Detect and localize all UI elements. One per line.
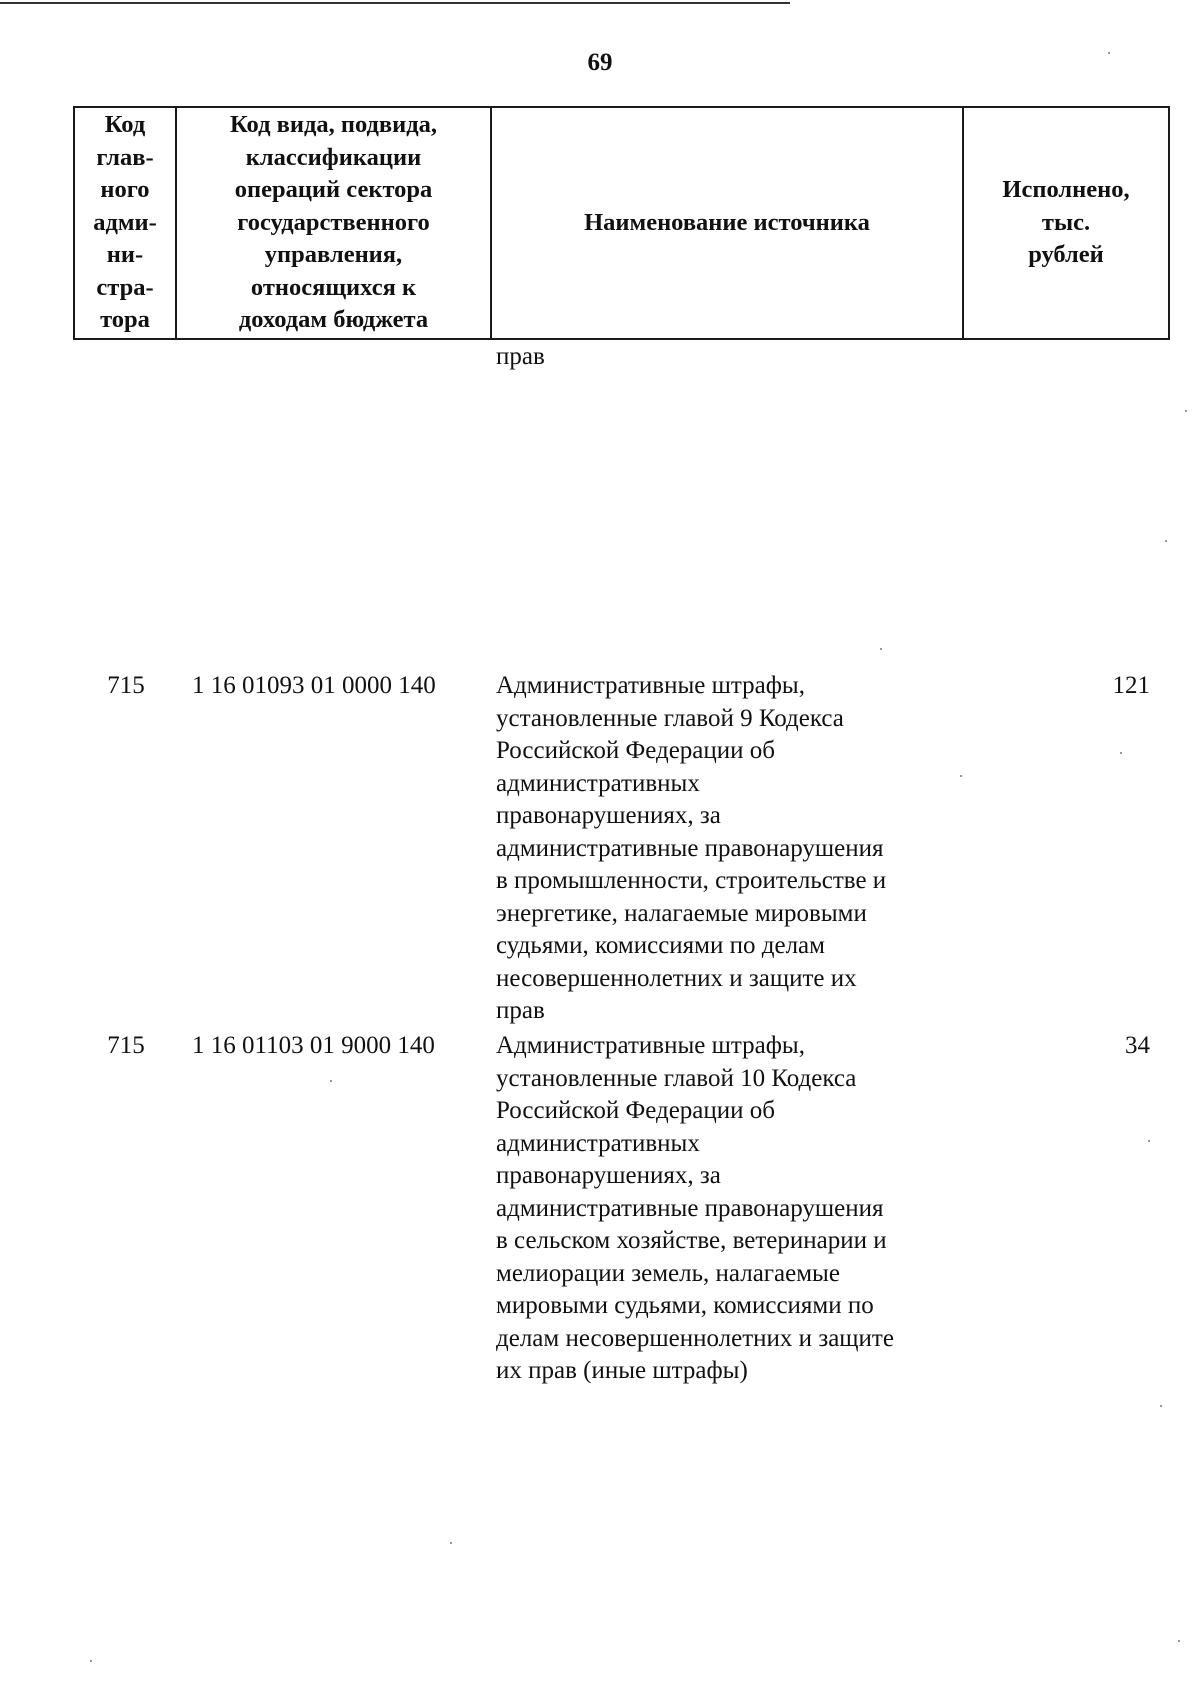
table-header [73,106,1170,340]
header-admin-code [74,107,176,339]
header-executed [963,107,1169,339]
scan-speck [1160,1405,1162,1407]
row-type-code: 1 16 01103 01 9000 140 [192,1032,435,1059]
scan-speck [330,1080,332,1082]
page-number: 69 [587,49,613,76]
scan-speck [1165,540,1167,542]
scan-speck [90,1660,92,1662]
header-source-name-label: Наименование источника [584,208,870,236]
header-type-code-label: Код вида, подвида, классификации операций сектора государственного управления, относящихся к доходам бюджета [229,111,438,334]
scan-speck [1178,1640,1180,1642]
scan-speck [1108,52,1110,54]
scan-edge-line [0,2,790,4]
header-admin-code-label: Код глав- ного адми- ни- стра- тора [93,111,157,334]
row-type-code: 1 16 01093 01 0000 140 [192,672,436,699]
scan-speck [880,648,882,650]
header-source-name [491,107,963,339]
scan-speck [1120,752,1122,754]
row-executed: 121 [1112,672,1150,699]
row-admin-code: 715 [107,672,145,699]
header-executed-label: Исполнено, тыс. рублей [1002,176,1130,269]
row-admin-code: 715 [107,1032,145,1059]
scan-speck [450,1542,452,1544]
header-type-code [176,107,491,339]
row-source-name: Административные штрафы, установленные главой 9 Кодекса Российской Федерации об административных правонарушениях, за административные правонарушения в промышленности, строительстве и энергетике, налагаемые мировыми судьями, комиссиями по делам несовершеннолетних и защите их прав [496,672,887,1024]
scan-speck [1148,1140,1150,1142]
scan-speck [1185,410,1187,412]
row-source-name: Административные штрафы, установленные главой 10 Кодекса Российской Федерации об административных правонарушениях, за административные правонарушения в сельском хозяйстве, ветеринарии и мелиорации земель, налагаемые мировыми судьями, комиссиями по делам несовершеннолетних и защите их прав (иные штрафы) [496,1032,894,1384]
carried-over-text: прав [496,343,545,370]
table-header-row [74,107,1169,339]
row-executed: 34 [1125,1032,1150,1059]
